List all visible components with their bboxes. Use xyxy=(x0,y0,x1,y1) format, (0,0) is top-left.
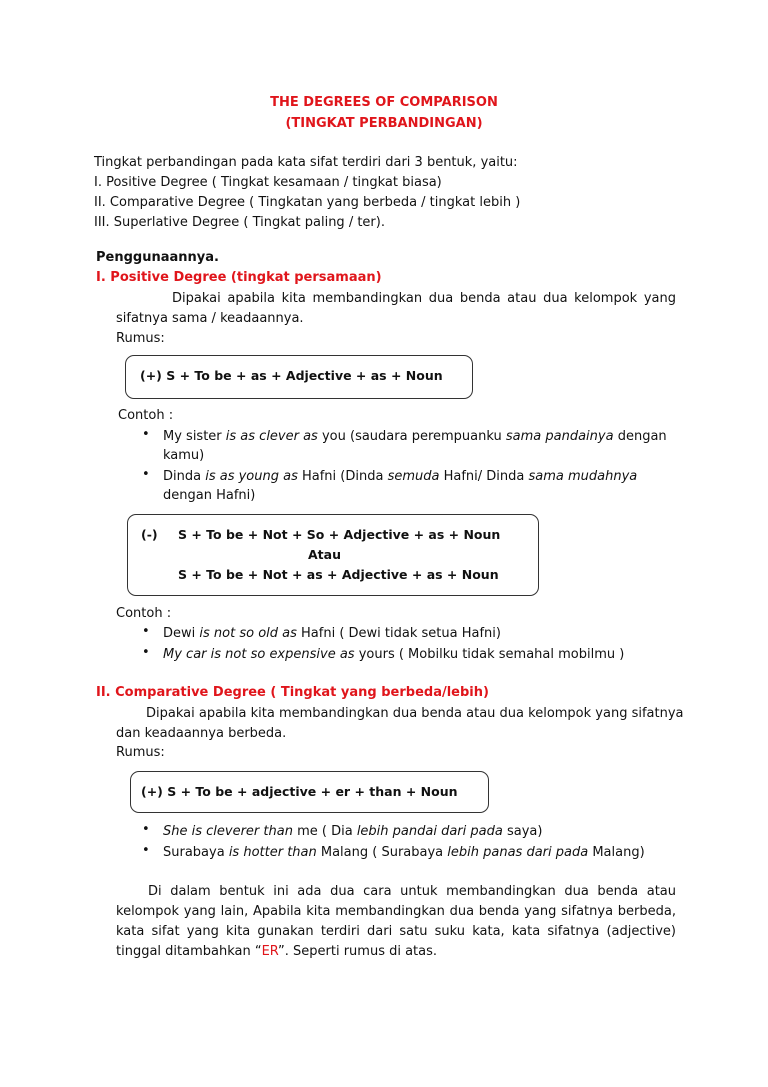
section1-heading: I. Positive Degree (tingkat persamaan) xyxy=(96,270,382,285)
bullet-icon: • xyxy=(142,645,150,660)
example-comparative-1 xyxy=(163,822,542,842)
example-italic: lebih pandai dari pada xyxy=(356,824,503,839)
example-text: me ( Dia xyxy=(292,824,357,839)
section2-para-line1: Di dalam bentuk ini ada dua cara untuk membandingkan dua benda atau xyxy=(148,884,676,899)
example-negative-2 xyxy=(163,645,624,665)
usage-heading: Penggunaannya. xyxy=(96,250,219,265)
example-positive-1 xyxy=(163,427,667,447)
section2-para-line2: kelompok yang lain, Apabila kita membandingkan dua benda yang sifatnya berbeda, xyxy=(116,904,676,919)
section2-para-line3: kata sifat yang kita gunakan terdiri dari satu suku kata, kata sifatnya (adjective) xyxy=(116,924,676,939)
formula-comparative: (+) S + To be + adjective + er + than + Noun xyxy=(141,784,458,799)
example-text: Dinda xyxy=(163,469,206,484)
formula-box-positive xyxy=(125,355,473,399)
example-positive-1-cont: kamu) xyxy=(163,448,205,463)
section1-desc-line2: sifatnya sama / keadaannya. xyxy=(116,311,304,326)
example-text: Malang ( Surabaya xyxy=(316,845,448,860)
degree-list-item-1: I. Positive Degree ( Tingkat kesamaan / tingkat biasa) xyxy=(94,175,442,190)
formula-box-comparative xyxy=(130,771,489,813)
example-text: Hafni ( Dewi tidak setua Hafni) xyxy=(296,626,501,641)
bullet-icon: • xyxy=(142,822,150,837)
example-italic: semuda xyxy=(387,469,440,484)
example-text: dengan xyxy=(613,429,667,444)
example-italic: lebih panas dari pada xyxy=(447,845,589,860)
example-text: saya) xyxy=(502,824,543,839)
example-text: yours ( Mobilku tidak semahal mobilmu ) xyxy=(354,647,625,662)
example-italic: is hotter than xyxy=(228,845,317,860)
formula-negative-or: Atau xyxy=(308,547,341,562)
example-italic: My car xyxy=(163,647,211,662)
formula-negative-prefix: (-) xyxy=(141,527,158,542)
section1-contoh-label-2: Contoh : xyxy=(116,606,172,621)
section2-heading: II. Comparative Degree ( Tingkat yang berbeda/lebih) xyxy=(96,685,489,700)
formula-box-negative xyxy=(127,514,539,596)
bullet-icon: • xyxy=(142,843,150,858)
example-text: Surabaya xyxy=(163,845,229,860)
example-text: My sister xyxy=(163,429,226,444)
section1-contoh-label: Contoh : xyxy=(118,408,174,423)
example-text: Dewi xyxy=(163,626,200,641)
degree-list-item-3: III. Superlative Degree ( Tingkat paling / ter). xyxy=(94,215,385,230)
section1-rumus-label: Rumus: xyxy=(116,331,165,346)
formula-negative-line2: S + To be + Not + as + Adjective + as + Noun xyxy=(178,567,499,582)
example-comparative-2 xyxy=(163,843,645,863)
example-italic: is cleverer than xyxy=(191,824,293,839)
example-text: you (saudara perempuanku xyxy=(317,429,506,444)
example-text: Hafni (Dinda xyxy=(297,469,388,484)
example-italic: sama mudahnya xyxy=(528,469,638,484)
example-italic: is as young as xyxy=(205,469,298,484)
example-text: Malang) xyxy=(588,845,645,860)
formula-positive: (+) S + To be + as + Adjective + as + Noun xyxy=(140,368,443,383)
degree-list-item-2: II. Comparative Degree ( Tingkatan yang berbeda / tingkat lebih ) xyxy=(94,195,521,210)
para-text: tinggal ditambahkan “ xyxy=(116,944,262,959)
er-highlight: ER xyxy=(261,944,279,959)
example-negative-1 xyxy=(163,624,501,644)
example-italic: is not so expensive as xyxy=(210,647,355,662)
section2-para-line4 xyxy=(116,942,437,962)
section1-desc-line1: Dipakai apabila kita membandingkan dua benda atau dua kelompok yang xyxy=(172,291,676,306)
section2-desc-line1: Dipakai apabila kita membandingkan dua benda atau dua kelompok yang sifatnya xyxy=(146,706,684,721)
example-italic: is as clever as xyxy=(225,429,318,444)
intro-text: Tingkat perbandingan pada kata sifat terdiri dari 3 bentuk, yaitu: xyxy=(94,155,518,170)
example-italic: is not so old as xyxy=(199,626,297,641)
example-text: Hafni/ Dinda xyxy=(439,469,529,484)
example-positive-2 xyxy=(163,467,637,487)
example-italic: She xyxy=(163,824,192,839)
document-title-line2: (TINGKAT PERBANDINGAN) xyxy=(285,116,483,131)
section2-desc-line2: dan keadaannya berbeda. xyxy=(116,726,287,741)
example-positive-2-cont: dengan Hafni) xyxy=(163,488,256,503)
bullet-icon: • xyxy=(142,467,150,482)
section2-rumus-label: Rumus: xyxy=(116,745,165,760)
example-italic: sama pandainya xyxy=(505,429,614,444)
formula-negative-line1: S + To be + Not + So + Adjective + as + Noun xyxy=(178,527,501,542)
document-title-line1: THE DEGREES OF COMPARISON xyxy=(270,95,498,110)
bullet-icon: • xyxy=(142,427,150,442)
bullet-icon: • xyxy=(142,624,150,639)
para-text: ”. Seperti rumus di atas. xyxy=(278,944,438,959)
